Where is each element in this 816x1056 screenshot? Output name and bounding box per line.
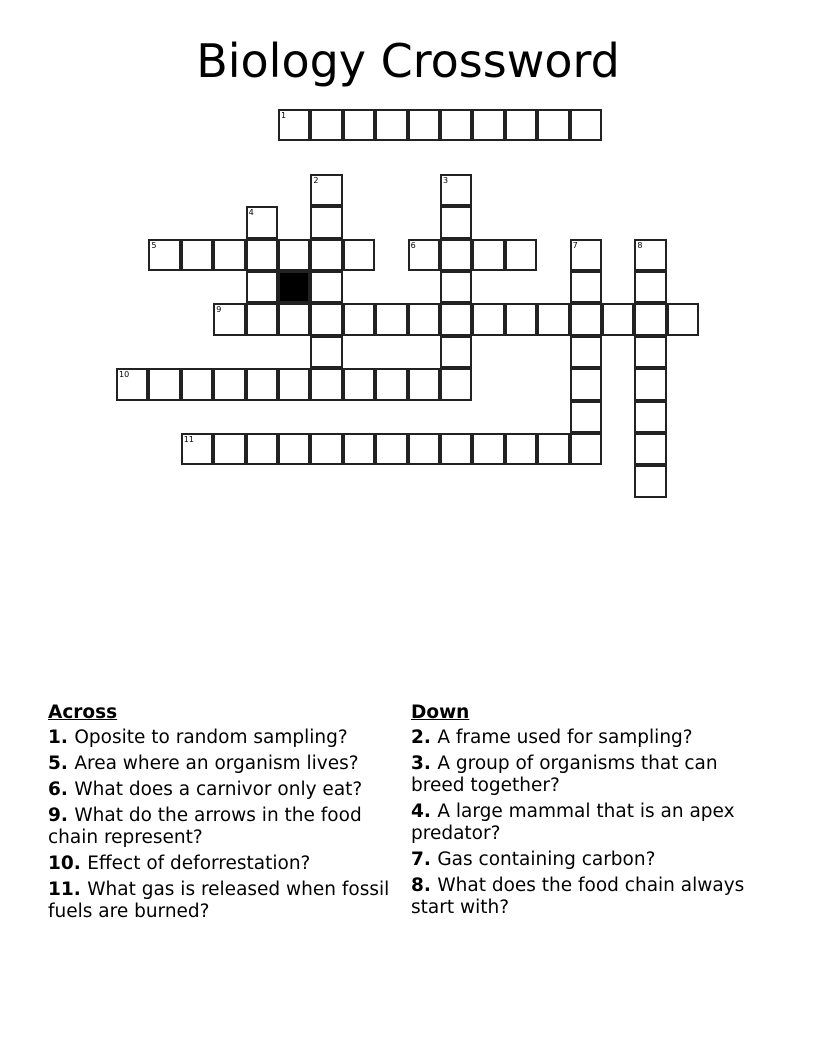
grid-cell[interactable] [440,433,472,465]
grid-cell[interactable] [310,303,342,335]
cell-number: 8 [637,240,643,250]
clue-text: What does a carnivor only eat? [74,779,363,800]
grid-cell[interactable] [375,109,407,141]
cell-number: 3 [443,175,449,185]
clue-number: 11 [48,879,74,900]
grid-cell[interactable] [246,368,278,400]
grid-cell[interactable] [278,239,310,271]
across-heading: Across [48,702,118,723]
grid-cell[interactable] [310,109,342,141]
clue-number: 10 [48,853,74,874]
clue-text: What does the food chain always start with? [411,875,745,918]
grid-cell[interactable] [375,303,407,335]
grid-cell[interactable] [570,303,602,335]
grid-cell[interactable] [408,109,440,141]
grid-cell[interactable] [440,206,472,238]
grid-cell[interactable] [570,239,602,271]
grid-cell[interactable] [634,271,666,303]
clue-across-10: 10. Effect of deforrestation? [48,853,311,874]
cell-number: 6 [410,240,416,250]
grid-cell[interactable] [310,271,342,303]
grid-cell[interactable] [310,206,342,238]
grid-cell[interactable] [570,433,602,465]
grid-cell[interactable] [570,368,602,400]
grid-cell[interactable] [472,109,504,141]
grid-cell[interactable] [505,433,537,465]
grid-cell[interactable] [310,433,342,465]
grid-cell[interactable] [602,303,634,335]
grid-cell[interactable] [440,239,472,271]
grid-cell[interactable] [310,239,342,271]
grid-cell[interactable] [343,303,375,335]
grid-cell[interactable] [213,433,245,465]
grid-cell[interactable] [570,401,602,433]
black-cell [278,271,310,303]
clue-text: What gas is released when fossil fuels are burned? [48,879,390,922]
grid-cell[interactable] [634,303,666,335]
grid-cell[interactable] [505,303,537,335]
grid-cell[interactable] [310,174,342,206]
grid-cell[interactable] [634,433,666,465]
grid-cell[interactable] [246,303,278,335]
grid-cell[interactable] [116,368,148,400]
grid-cell[interactable] [537,109,569,141]
cell-number: 9 [216,305,222,315]
clue-down-3: 3. A group of organisms that can breed together? [411,753,718,796]
grid-cell[interactable] [408,303,440,335]
grid-cell[interactable] [634,336,666,368]
clue-number: 5 [48,753,61,774]
grid-cell[interactable] [278,368,310,400]
grid-cell[interactable] [505,239,537,271]
clue-down-8: 8. What does the food chain always start with? [411,875,745,918]
clue-down-4: 4. A large mammal that is an apex predator? [411,801,735,844]
grid-cell[interactable] [570,109,602,141]
across-clues [48,702,393,927]
clue-down-7: 7. Gas containing carbon? [411,849,656,870]
grid-cell[interactable] [343,239,375,271]
clue-across-9: 9. What do the arrows in the food chain represent? [48,805,362,848]
grid-cell[interactable] [634,368,666,400]
grid-cell[interactable] [667,303,699,335]
clue-down-2: 2. A frame used for sampling? [411,727,693,748]
grid-cell[interactable] [148,368,180,400]
grid-cell[interactable] [148,239,180,271]
grid-cell[interactable] [181,433,213,465]
grid-cell[interactable] [440,368,472,400]
clue-number: 9 [48,805,61,826]
clue-across-1: 1. Oposite to random sampling? [48,727,348,748]
grid-cell[interactable] [278,109,310,141]
grid-cell[interactable] [310,368,342,400]
grid-cell[interactable] [213,239,245,271]
grid-cell[interactable] [181,368,213,400]
grid-cell[interactable] [440,109,472,141]
grid-cell[interactable] [472,239,504,271]
clue-number: 3 [411,753,424,774]
grid-cell[interactable] [570,336,602,368]
clue-across-6: 6. What does a carnivor only eat? [48,779,363,800]
clue-number: 6 [48,779,61,800]
clue-text: Oposite to random sampling? [74,727,348,748]
grid-cell[interactable] [213,303,245,335]
page-title: Biology Crossword [196,34,620,88]
grid-cell[interactable] [634,239,666,271]
grid-cell[interactable] [440,271,472,303]
grid-cell[interactable] [343,368,375,400]
grid-cell[interactable] [440,174,472,206]
clue-number: 2 [411,727,424,748]
cell-number: 5 [151,240,157,250]
clue-text: What do the arrows in the food chain represent? [48,805,362,848]
grid-cell[interactable] [634,465,666,497]
clue-number: 1 [48,727,61,748]
clue-number: 4 [411,801,424,822]
grid-cell[interactable] [408,368,440,400]
grid-cell[interactable] [570,271,602,303]
grid-cell[interactable] [440,336,472,368]
grid-cell[interactable] [278,433,310,465]
grid-cell[interactable] [246,433,278,465]
grid-cell[interactable] [310,336,342,368]
grid-cell[interactable] [343,433,375,465]
cell-number: 2 [313,175,319,185]
grid-cell[interactable] [213,368,245,400]
down-clues [411,702,756,923]
clue-number: 7 [411,849,424,870]
clue-text: Gas containing carbon? [437,849,656,870]
grid-cell[interactable] [537,433,569,465]
clue-across-11: 11. What gas is released when fossil fuels are burned? [48,879,390,922]
grid-cell[interactable] [375,433,407,465]
clue-across-5: 5. Area where an organism lives? [48,753,359,774]
grid-cell[interactable] [408,433,440,465]
cell-number: 11 [183,435,194,444]
cell-number: 10 [119,370,130,380]
grid-cell[interactable] [537,303,569,335]
grid-cell[interactable] [472,303,504,335]
grid-cell[interactable] [181,239,213,271]
grid-cell[interactable] [246,239,278,271]
clue-text: A frame used for sampling? [437,727,693,748]
cell-number: 7 [572,240,578,250]
clue-text: A group of organisms that can breed together? [411,753,718,796]
grid-cell[interactable] [246,271,278,303]
grid-cell[interactable] [278,303,310,335]
clue-number: 8 [411,875,424,896]
cell-number: 4 [248,208,254,218]
cell-number: 1 [281,111,287,120]
down-heading: Down [411,702,470,723]
grid-cell[interactable] [505,109,537,141]
crossword-grid [0,0,816,520]
grid-cell[interactable] [246,206,278,238]
grid-cell[interactable] [440,303,472,335]
grid-cell[interactable] [408,239,440,271]
grid-cell[interactable] [634,401,666,433]
clue-text: Effect of deforrestation? [87,853,311,874]
grid-cell[interactable] [343,109,375,141]
grid-cell[interactable] [375,368,407,400]
clue-text: Area where an organism lives? [74,753,359,774]
grid-cell[interactable] [472,433,504,465]
clue-text: A large mammal that is an apex predator? [411,801,735,844]
